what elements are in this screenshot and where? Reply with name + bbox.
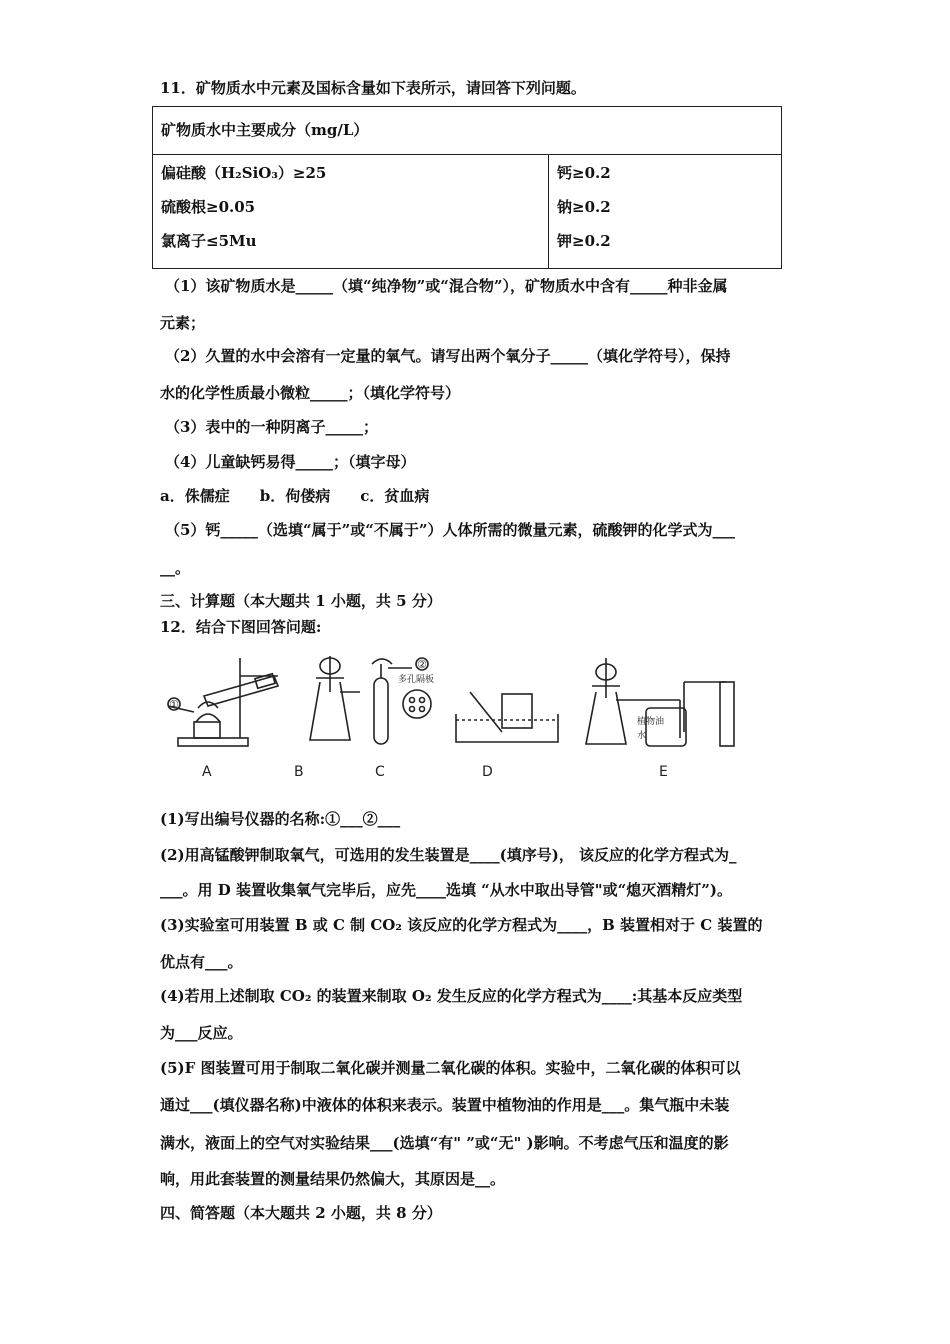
q12-part5-cont1: 通过___(填仪器名称)中液体的体积来表示。装置中植物油的作用是___。集气瓶中未装 (160, 1096, 730, 1114)
q11-part2: （2）久置的水中会溶有一定量的氧气。请写出两个氧分子_____（填化学符号），保持 (165, 347, 731, 365)
mineral-table (152, 106, 782, 269)
section-3-heading: 三、计算题（本大题共 1 小题，共 5 分） (160, 592, 442, 610)
q12-title: 12．结合下图回答问题: (160, 618, 322, 636)
oil-label: 植物油 (637, 717, 665, 727)
table-row: 偏硅酸（H₂SiO₃）≥25 (161, 164, 327, 182)
table-left-cell (153, 155, 549, 269)
q12-part4-cont: 为___反应。 (160, 1024, 243, 1042)
q12-part1: (1)写出编号仪器的名称:①___②___ (160, 810, 401, 828)
q11-part1: （1）该矿物质水是_____（填“纯净物”或“混合物”），矿物质水中含有_____种非金属 (165, 277, 728, 295)
q11-part4: （4）儿童缺钙易得_____；（填字母） (165, 453, 416, 471)
table-row: 氯离子≤5Mu (161, 232, 257, 250)
table-row: 钾≥0.2 (557, 232, 611, 250)
label-d: D (482, 764, 493, 780)
table-row: 钠≥0.2 (557, 198, 611, 216)
label-b: B (294, 764, 304, 780)
table-row: 硫酸根≥0.05 (161, 198, 256, 216)
label-c: C (375, 764, 385, 780)
label-a: A (202, 764, 212, 780)
apparatus-d (456, 692, 558, 742)
q12-part2-cont: ___。用 D 装置收集氧气完毕后，应先____选填 “从水中取出导管"或“熄灭酒精灯”)。 (160, 881, 732, 899)
apparatus-a (168, 658, 278, 746)
q11-part3: （3）表中的一种阴离子_____； (165, 418, 378, 436)
label-e: E (659, 764, 668, 780)
apparatus-e (586, 658, 734, 746)
q11-part2-cont: 水的化学性质最小微粒_____；（填化学符号） (160, 384, 461, 402)
q12-part5: (5)F 图装置可用于制取二氧化碳并测量二氧化碳的体积。实验中，二氧化碳的体积可以 (160, 1059, 741, 1077)
q12-part5-cont2: 满水，液面上的空气对实验结果___(选填“有" ”或“无" )影响。不考虑气压和温度的影 (160, 1134, 729, 1152)
q11-title: 11．矿物质水中元素及国标含量如下表所示，请回答下列问题。 (160, 79, 586, 97)
water-label: 水 (637, 731, 647, 741)
q11-part1-cont: 元素； (160, 314, 206, 332)
section-4-heading: 四、简答题（本大题共 2 小题，共 8 分） (160, 1204, 442, 1222)
table-header: 矿物质水中主要成分（mg/L） (153, 107, 782, 155)
marker-1: ① (169, 698, 179, 711)
table-row: 钙≥0.2 (557, 164, 611, 182)
marker-2: ② (417, 658, 427, 671)
q11-part5-cont: __。 (160, 559, 191, 577)
q12-part2: (2)用高锰酸钾制取氧气，可选用的发生装置是____(填序号)， 该反应的化学方程式为_ (160, 846, 737, 864)
table-right-cell (549, 155, 782, 269)
q11-part4-options: a．侏儒症 b．佝偻病 c．贫血病 (160, 487, 430, 505)
apparatus-figure (160, 652, 805, 782)
apparatus-b (310, 656, 360, 740)
q12-part3-cont: 优点有___。 (160, 953, 243, 971)
q12-part4: (4)若用上述制取 CO₂ 的装置来制取 O₂ 发生反应的化学方程式为____:其基本反应类型 (160, 987, 743, 1005)
q11-part5: （5）钙_____（选填“属于”或“不属于”）人体所需的微量元素，硫酸钾的化学式为___ (165, 521, 735, 539)
plate-label: 多孔隔板 (398, 675, 435, 685)
q12-part5-cont3: 响，用此套装置的测量结果仍然偏大，其原因是__。 (160, 1170, 506, 1188)
q12-part3: (3)实验室可用装置 B 或 C 制 CO₂ 该反应的化学方程式为____，B 装置相对于 C 装置的 (160, 916, 763, 934)
